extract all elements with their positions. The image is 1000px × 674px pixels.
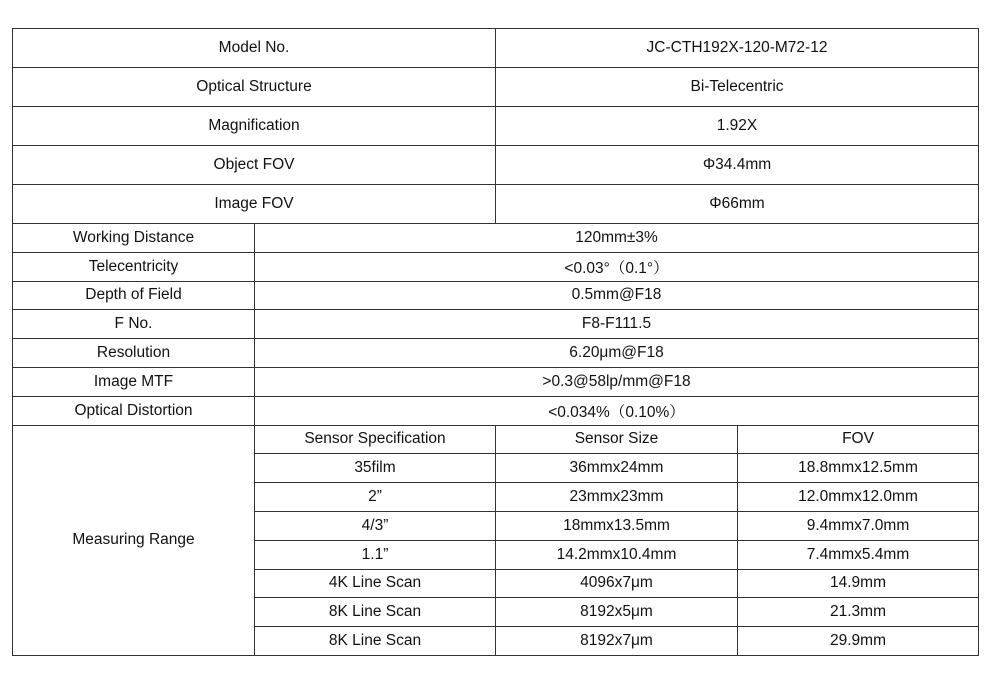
optical-distortion-label: Optical Distortion [13,396,255,425]
sensor-spec-cell: 2” [255,483,496,512]
sensor-spec-cell: 8K Line Scan [255,627,496,656]
sensor-spec-header: Sensor Specification [255,425,496,454]
table-row [13,252,979,281]
f-no-label: F No. [13,310,255,339]
table-row [13,107,979,146]
fov-cell: 29.9mm [738,627,979,656]
depth-of-field-value: 0.5mm@F18 [255,281,979,310]
object-fov-label: Object FOV [13,146,496,185]
working-distance-label: Working Distance [13,224,255,253]
sensor-size-cell: 8192x7μm [496,627,738,656]
optical-distortion-value: <0.034%（0.10%） [255,396,979,425]
sensor-spec-cell: 4/3” [255,511,496,540]
telecentricity-label: Telecentricity [13,252,255,281]
sensor-size-cell: 4096x7μm [496,569,738,598]
table-row [13,367,979,396]
image-mtf-value: >0.3@58lp/mm@F18 [255,367,979,396]
sensor-spec-cell: 4K Line Scan [255,569,496,598]
sensor-spec-cell: 8K Line Scan [255,598,496,627]
fov-cell: 7.4mmx5.4mm [738,540,979,569]
table-row [13,425,979,454]
table-row [13,224,979,253]
image-mtf-label: Image MTF [13,367,255,396]
optical-structure-label: Optical Structure [13,68,496,107]
sensor-size-cell: 23mmx23mm [496,483,738,512]
model-no-label: Model No. [13,29,496,68]
measuring-range-label: Measuring Range [13,425,255,655]
working-distance-value: 120mm±3% [255,224,979,253]
fov-cell: 21.3mm [738,598,979,627]
telecentricity-value: <0.03°（0.1°） [255,252,979,281]
fov-header: FOV [738,425,979,454]
sensor-spec-cell: 35film [255,454,496,483]
sensor-size-header: Sensor Size [496,425,738,454]
f-no-value: F8-F111.5 [255,310,979,339]
table-row [13,339,979,368]
sensor-size-cell: 8192x5μm [496,598,738,627]
table-row [13,146,979,185]
fov-cell: 12.0mmx12.0mm [738,483,979,512]
depth-of-field-label: Depth of Field [13,281,255,310]
table-row [13,185,979,224]
table-row [13,281,979,310]
object-fov-value: Φ34.4mm [496,146,979,185]
fov-cell: 9.4mmx7.0mm [738,511,979,540]
optical-structure-value: Bi-Telecentric [496,68,979,107]
table-row [13,310,979,339]
magnification-value: 1.92X [496,107,979,146]
resolution-label: Resolution [13,339,255,368]
spec-table [12,28,979,656]
image-fov-label: Image FOV [13,185,496,224]
sensor-size-cell: 14.2mmx10.4mm [496,540,738,569]
table-row [13,29,979,68]
magnification-label: Magnification [13,107,496,146]
table-row [13,396,979,425]
fov-cell: 14.9mm [738,569,979,598]
fov-cell: 18.8mmx12.5mm [738,454,979,483]
image-fov-value: Φ66mm [496,185,979,224]
table-row [13,68,979,107]
sensor-size-cell: 36mmx24mm [496,454,738,483]
model-no-value: JC-CTH192X-120-M72-12 [496,29,979,68]
resolution-value: 6.20μm@F18 [255,339,979,368]
sensor-size-cell: 18mmx13.5mm [496,511,738,540]
sensor-spec-cell: 1.1” [255,540,496,569]
